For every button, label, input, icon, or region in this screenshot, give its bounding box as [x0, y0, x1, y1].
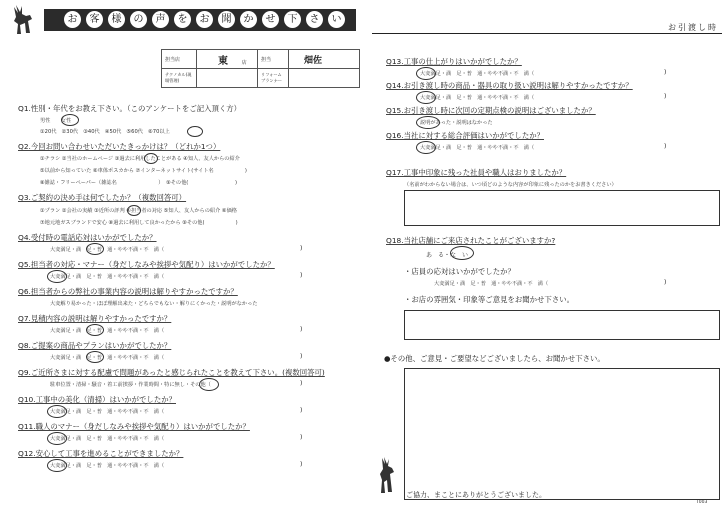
q8-text: Q8.ご提案の商品やプランはいかがでしたか？: [18, 341, 172, 350]
q18-sub1-scale: 大変満足・満 足・普 通・やや不満・不 満（: [434, 281, 549, 287]
q16-text: Q16.当社に対する総合評価はいかがでしたか？: [386, 131, 544, 140]
q7-text: Q7.見積内容の説明は解りやすかったですか？: [18, 314, 172, 323]
q17-answer-box[interactable]: [404, 190, 720, 226]
q9-opt: 駐車位置・清掃・騒音・着工前挨拶・作業時間・特に無し・その他（: [50, 382, 211, 388]
answer-circle: [450, 246, 474, 260]
answer-circle: [61, 114, 79, 126]
q18-answer-box[interactable]: [404, 310, 720, 340]
staff-label: 担当: [258, 50, 289, 69]
answer-circle: [187, 126, 203, 137]
title-char: せ: [262, 11, 279, 28]
answer-circle: [47, 405, 67, 418]
shop-label: 担当店: [162, 50, 197, 69]
answer-circle: [86, 324, 104, 336]
thanks-text: ご協力、まことにありがとうございました。: [406, 491, 546, 499]
q18-sub1: ・店員の応対はいかがでしたか？: [404, 267, 515, 276]
q6-opt: 大変解り易かった・ほぼ理解出来た・どちらでもない・解りにくかった・説明がなかった: [50, 301, 258, 307]
title-char: を: [174, 11, 191, 28]
info-table: [161, 49, 360, 88]
q15-text: Q15.お引き渡し時に次回の定期点検の説明はございましたか？: [386, 106, 596, 115]
title-char: 下: [284, 11, 301, 28]
q8-scale: 大変満足・満 足・普 通・やや不満・不 満（: [50, 355, 165, 361]
reform-label: リフォームプランナー: [258, 69, 289, 88]
q15-opt: 説明があった・説明はなかった: [420, 120, 493, 126]
answer-circle: [416, 116, 440, 129]
q17-text: Q17.工事中印象に残った社員や職人はおりましたか？: [386, 168, 567, 177]
q10-scale: 大変満足・満 足・普 通・やや不満・不 満（: [50, 409, 165, 415]
q4-scale: 大変満足・満 足・普 通・やや不満・不 満（: [50, 247, 165, 253]
q14-text: Q14.お引き渡し時の商品・器具の取り扱い説明は解りやすかったですか？: [386, 81, 633, 90]
answer-circle: [127, 205, 141, 216]
left-page: お 客 様 の 声 を お 聞 か せ 下 さ い 担当店 東 店 担当 畑佐 テクノカル(現場管理) リフォームプランナー Q1.性別・年代をお教え下さい。（このアンケートをご記入頂く方） 男性 女性 ①20代 ②30代 ③40代 ④50代 ⑤60代 ⑥70以上 Q2.今回お問い合わせいただいたきっかけは？（どれか1つ） ①チラシ ②当社のホームページ ③過去に利用したことがある ④知人、友人からの紹介 ⑤以前から知っていた ⑥車体ポスカから ⑦インターネットサイト(サイト名 ) ⑧雑誌・フリーペーパー（雑誌名 ） ⑨その他( ) Q3.ご契約の決め手は何でしたか？（複数回答可） ①プラン ②会社の実績 ③近所の評判 ④担当者の対応 ⑤知人、友人からの紹介 ⑥価格 ⑦地元地ガスブランドで安心 ⑧過去に利用して良かったから ⑨その他( ) Q4.受付時の電話応対はいかがでしたか？ 大変満足・満 足・普 通・やや不満・不 満（ ) Q5.担当者の対応・マナー（身だしなみや挨拶や気配り）はいかがでしたか？ 大変満足・満 足・普 通・やや不満・不 満（ ) Q6.担当者からの弊社の事業内容の説明は解りやすかったですか？ 大変解り易かった・ほぼ理解出来た・どちらでもない・解りにくかった・説明がなかった Q7.見積内容の説明は解りやすかったですか？ 大変満足・満 足・普 通・やや不満・不 満（ ) Q8.ご提案の商品やプランはいかがでしたか？ 大変満足・満 足・普 通・やや不満・不 満（ ) Q9.ご近所さまに対する配慮で問題があったと感じられたことを教えて下さい。(複数回答可) 駐車位置・清掃・騒音・着工前挨拶・作業時間・特に無し・その他（ ) Q10.工事中の美化（清掃）はいかがでしたか？ 大変満足・満 足・普 通・やや不満・不 満（ ) Q11.職人のマナー（身だしなみや挨拶や気配り）はいかがでしたか？ 大変満足・満 足・普 通・やや不満・不 満（ ) Q12.安心して工事を進めることができましたか？ 大変満足・満 足・普 通・やや不満・不 満（ ): [0, 0, 364, 514]
q12-scale: 大変満足・満 足・普 通・やや不満・不 満（: [50, 463, 165, 469]
title-char: 様: [108, 11, 125, 28]
title-char: の: [130, 11, 147, 28]
answer-circle: [86, 351, 104, 363]
q7-scale: 大変満足・満 足・普 通・やや不満・不 満（: [50, 328, 165, 334]
q2-opt2: ⑤以前から知っていた ⑥車体ポスカから ⑦インターネットサイト(サイト名 ): [40, 168, 247, 174]
q18-sub2: ・お店の雰囲気・印象等ご意見をお聞かせ下さい。: [404, 295, 574, 304]
q12-text: Q12.安心して工事を進めることができましたか？: [18, 449, 184, 458]
q13-text: Q13.工事の仕上がりはいかがでしたか？: [386, 57, 522, 66]
title-char: 客: [86, 11, 103, 28]
q10-text: Q10.工事中の美化（清掃）はいかがでしたか？: [18, 395, 176, 404]
answer-circle: [86, 243, 104, 255]
title-char: お: [64, 11, 81, 28]
shop-value: 東 店: [197, 50, 258, 69]
q3-opt1: ①プラン ②会社の実績 ③近所の評判 ④担当者の対応 ⑤知人、友人からの紹介 ⑥価格: [40, 208, 237, 214]
deer-logo-icon: [6, 3, 46, 37]
staff-value: 畑佐: [289, 50, 360, 69]
q2-opt1: ①チラシ ②当社のホームページ ③過去に利用したことがある ④知人、友人からの紹介: [40, 156, 240, 162]
q14-scale: 大変満足・満 足・普 通・やや不満・不 満（: [420, 95, 535, 101]
q9-text: Q9.ご近所さまに対する配慮で問題があったと感じられたことを教えて下さい。(複数回答可): [18, 368, 325, 377]
q2-opt3: ⑧雑誌・フリーペーパー（雑誌名 ） ⑨その他( ): [40, 180, 238, 186]
other-heading: ●その他、ご意見・ご要望などございましたら、お聞かせ下さい。: [384, 354, 605, 363]
q18-opt: あ る・な い: [426, 252, 469, 259]
q1-gender: 男性 女性: [40, 118, 72, 124]
q17-note: （名前がわからない場合は、いつ頃どのような内容が印象に残ったのかをお書きください）: [404, 182, 617, 188]
q3-opt2: ⑦地元地ガスブランドで安心 ⑧過去に利用して良かったから ⑨その他( ): [40, 220, 238, 226]
q11-text: Q11.職人のマナー（身だしなみや挨拶や気配り）はいかがでしたか？: [18, 422, 250, 431]
q4-text: Q4.受付時の電話応対はいかがでしたか？: [18, 233, 157, 242]
answer-circle: [416, 91, 436, 104]
answer-circle: [416, 67, 436, 80]
q18-text: Q18.当社店舗にご来店されたことがございますか?: [386, 236, 556, 245]
answer-circle: [47, 270, 67, 283]
q13-scale: 大変満足・満 足・普 通・やや不満・不 満（: [420, 71, 535, 77]
right-title: お引渡し時: [668, 23, 718, 32]
techno-label: テクノカル(現場管理): [162, 69, 197, 88]
divider: [372, 33, 722, 34]
other-answer-box[interactable]: [404, 368, 720, 500]
q5-scale: 大変満足・満 足・普 通・やや不満・不 満（: [50, 274, 165, 280]
title-char: 聞: [218, 11, 235, 28]
q11-scale: 大変満足・満 足・普 通・やや不満・不 満（: [50, 436, 165, 442]
title-char: お: [196, 11, 213, 28]
q2-text: Q2.今回お問い合わせいただいたきっかけは？（どれか1つ）: [18, 142, 221, 151]
answer-circle: [47, 459, 67, 472]
right-page: お引渡し時 Q13.工事の仕上がりはいかがでしたか？ 大変満足・満 足・普 通・やや不満・不 満（ ) Q14.お引き渡し時の商品・器具の取り扱い説明は解りやすかったですか？ 大変満足・満 足・普 通・やや不満・不 満（ ) Q15.お引き渡し時に次回の定期点検の説明はございましたか？ 説明があった・説明はなかった Q16.当社に対する総合評価はいかがでしたか？ 大変満足・満 足・普 通・やや不満・不 満（ ) Q17.工事中印象に残った社員や職人はおりましたか？ （名前がわからない場合は、いつ頃どのような内容が印象に残ったのかをお書きください） Q18.当社店舗にご来店されたことがございますか? あ る・な い ・店員の応対はいかがでしたか？ 大変満足・満 足・普 通・やや不満・不 満（ ) ・お店の雰囲気・印象等ご意見をお聞かせ下さい。 ●その他、ご意見・ご要望などございましたら、お聞かせ下さい。 ご協力、まことにありがとうございました。 T003: [364, 0, 728, 514]
q3-text: Q3.ご契約の決め手は何でしたか？（複数回答可）: [18, 193, 187, 202]
answer-circle: [199, 378, 219, 391]
q6-text: Q6.担当者からの弊社の事業内容の説明は解りやすかったですか？: [18, 287, 238, 296]
title-char: さ: [306, 11, 323, 28]
q5-text: Q5.担当者の対応・マナー（身だしなみや挨拶や気配り）はいかがでしたか？: [18, 260, 275, 269]
q1-ages: ①20代 ②30代 ③40代 ④50代 ⑤60代 ⑥70以上: [40, 129, 170, 135]
deer-mascot-icon: [376, 456, 404, 496]
q16-scale: 大変満足・満 足・普 通・やや不満・不 満（: [420, 145, 535, 151]
q1-text: Q1.性別・年代をお教え下さい。（このアンケートをご記入頂く方）: [18, 104, 242, 113]
answer-circle: [144, 153, 158, 164]
title-char: い: [328, 11, 345, 28]
title-char: 声: [152, 11, 169, 28]
answer-circle: [47, 432, 67, 445]
title-char: か: [240, 11, 257, 28]
answer-circle: [416, 141, 436, 154]
doc-code: T003: [696, 500, 708, 505]
